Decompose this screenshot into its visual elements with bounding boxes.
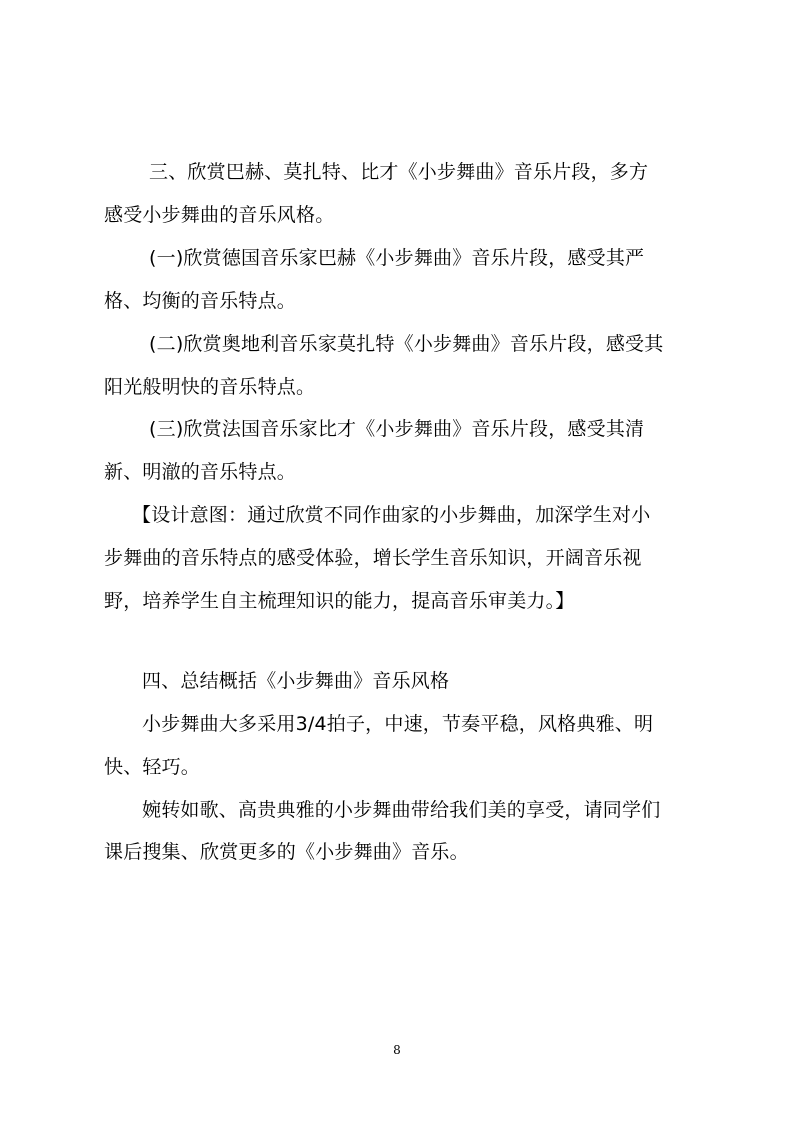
section3-heading-line1: 三、欣赏巴赫、莫扎特、比才《小步舞曲》音乐片段，多方: [149, 161, 649, 183]
section4-para1-line2: 快、轻巧。: [104, 756, 201, 778]
section4-para2-line2: 课后搜集、欣赏更多的《小步舞曲》音乐。: [104, 841, 469, 863]
section4-para1-line1: 小步舞曲大多采用3/4拍子，中速，节奏平稳，风格典雅、明: [142, 713, 654, 735]
section3-item3-line1: (三)欣赏法国音乐家比才《小步舞曲》音乐片段，感受其清: [149, 418, 645, 440]
section3-item2-line2: 阳光般明快的音乐特点。: [104, 376, 316, 398]
page-number: 8: [393, 1043, 401, 1057]
design-intent-line3: 野，培养学生自主梳理知识的能力，提高音乐审美力。】: [104, 590, 575, 612]
section3-item1-line2: 格、均衡的音乐特点。: [104, 290, 297, 312]
section3-item2-line1: (二)欣赏奥地利音乐家莫扎特《小步舞曲》音乐片段，感受其: [149, 333, 664, 355]
section4-heading: 四、总结概括《小步舞曲》音乐风格: [142, 670, 450, 692]
section4-para2-line1: 婉转如歌、高贵典雅的小步舞曲带给我们美的享受，请同学们: [142, 799, 661, 821]
design-intent-line1: 【设计意图：通过欣赏不同作曲家的小步舞曲，加深学生对小: [132, 504, 651, 526]
design-intent-line2: 步舞曲的音乐特点的感受体验，增长学生音乐知识，开阔音乐视: [104, 547, 642, 569]
section3-heading-line2: 感受小步舞曲的音乐风格。: [104, 204, 335, 226]
section3-item3-line2: 新、明澈的音乐特点。: [104, 461, 297, 483]
section3-item1-line1: (一)欣赏德国音乐家巴赫《小步舞曲》音乐片段，感受其严: [149, 247, 645, 269]
